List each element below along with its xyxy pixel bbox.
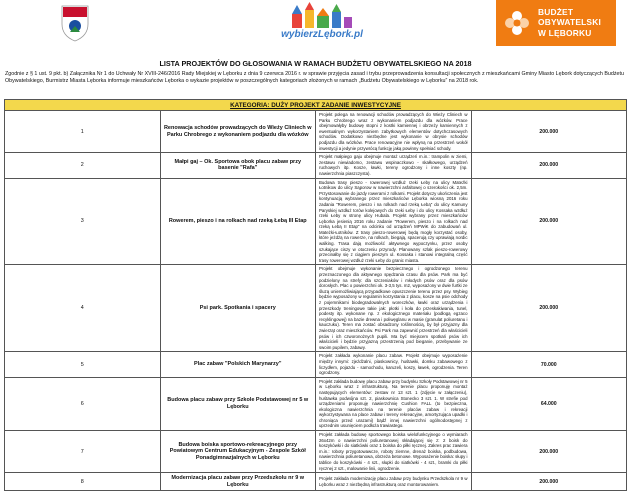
- project-description: Projekt polega na renowacji schodów prowadzących do Wieży Cliniech w Parku Chrobrego wraz z wykonaniem podjazdu dla wózków. Prace obejmowałyby budowę stopni z kostki kamiennej i obrzeży kamiennych z ewentualnym wykorzystaniem zabytkowych elementów dotychczasowych schodów. Dodatkowo niezbędne jest wykonanie w obrysie schodów podjazdu dla wózków. Prace renowacyjne nie wpłyną na przestrzeń wokół inwestycji a jedynie przywrócą funkcję jaką powinny spełniać schody.: [316, 111, 472, 153]
- row-number: 7: [5, 431, 161, 473]
- project-amount: 200.000: [471, 153, 627, 178]
- city-crest-icon: [60, 4, 90, 42]
- project-name: Renowacja schodów prowadzących do Wieży Cliniech w Parku Chrobrego z wykonaniem podjazdu dla wózków: [160, 111, 316, 153]
- budget-logo: [496, 0, 616, 46]
- project-amount: 200.000: [471, 431, 627, 473]
- row-number: 4: [5, 265, 161, 352]
- project-amount: 200.000: [471, 111, 627, 153]
- row-number: 5: [5, 352, 161, 377]
- project-name: Modernizacja placu zabaw przy Przedszkolu nr 9 w Lęborku: [160, 473, 316, 491]
- row-number: 2: [5, 153, 161, 178]
- page-header: [0, 0, 631, 50]
- project-amount: 70.000: [471, 352, 627, 377]
- project-amount: 64.000: [471, 377, 627, 430]
- town-logo-wordmark: wybierzLębork.pl: [281, 29, 363, 40]
- budget-logo-text: [538, 7, 614, 38]
- project-description: Budowa trasy pieszo - rowerowej wzdłuż rzeki Łeby na ulicy Mateżki Łotnikow do ulicy Sąporow w nawierzchni asfaltowej o szerokości ok. 2,5m. Przystosowanie do jazdy rowerami z rolkami. Projekt dotyczy ukończenia jest kontynuacją wybranego przez mieszkańców Lęborka wiosną 2016 roku zadania "Rowerem, pieszo i na rolkach nad rzeką Łebą" do ulicy Kamuny Paryskiej wzdłuż torów kolejowych do rzeki Łeby i do ulicy Kossaka wzdłuż rzeki Łeby w stronę ulicy Hubala. Projekt wybrany przez mieszkańców Lęborka jesienią 2016 roku zadanie "Rowerem, pieszo i na rolkach nad rzeką Łebą II Etap" na odcinku od urządzeń MPWiK do zabudowań ul. Mateżki-Łotników. Z trasy pieszo-rowerowej będą mogły korzystać osoby, które jeżdżą na rowerze, na rolkach, biegają, spacerują czy uprawiają nordic walking. Trasa dają możliwość aktywnego wypoczynku, przez osoby szukające ciszy w otoczeniu przyrody. Planowany szlak pieszo-rowerowy przecinałby się z ciągiem pieszym ul. Kossaka i stanowi integralną część trasy rowerowej wzdłuż rzeki Łeby do granic miasta.: [316, 178, 472, 265]
- project-name: Rowerem, pieszo i na rolkach nad rzeką Łebą III Etap: [160, 178, 316, 265]
- row-number: 6: [5, 377, 161, 430]
- table-row: [5, 352, 627, 377]
- project-name: Plac zabaw "Polskich Marynarzy": [160, 352, 316, 377]
- intro-paragraph: Zgodnie z § 1 ust. 9 pkt. b) Załącznika Nr 1 do Uchwały Nr XVIII-246/2016 Rady Miejskiej w Lęborku z dnia 9 czerwca 2016 r. w sprawie przyjęcia zasad i trybu przeprowadzenia konsultacji społecznych z mieszkańcami Gminy Miasto Lębork dotyczących Budżetu Obywatelskiego, Burmistrz Miasta Lęborka informuje mieszkańców Lęborka o wykazie projektów w poszczególnych kategoriach złożonych w ramach „Budżetu Obywatelskiego w Lęborku” na 2018 rok.: [5, 71, 624, 85]
- table-row: [5, 431, 627, 473]
- project-description: Projekt zakłada modernizację placu zabaw przy budynku Przedszkola nr 9 w Lęborku wraz z niezbędną infrastrukturą oraz montorowaniem.: [316, 473, 472, 491]
- town-skyline-icon: [262, 2, 382, 30]
- project-description: Projekt małpiego gaju obejmuje montaż urządzeń m.in.: trampolin w ziemi, zestawu niewiadomo, zestawu wspinaczkowo - skałkowego, urządzeń ruchowych itp. Kosze, ławki, tereny ogrodzony i inne koszty (np. nawierzchnia piaszczysta).: [316, 153, 472, 178]
- document-title: LISTA PROJEKTÓW DO GŁOSOWANIA W RAMACH BUDŻETU OBYWATELSKIEGO NA 2018: [159, 59, 472, 68]
- project-description: Projekt zakłada wykonanie placu zabaw. Projekt obejmuje wyposażenie między innymi: zjeżdżalni, piaskownicy, huśtawki, domku zabawowego z liczydłem, pojazdu - samochodu, karuzeli, koszy, ławek, ogrodzenia. Teren ogrodzony.: [316, 352, 472, 377]
- budget-logo-line: OBYWATELSKI: [538, 17, 601, 28]
- project-description: Projekt obejmuje wykonanie bezpiecznego i ogrodzonego terenu przeznaczonego dla aktywnego spędzania czasu dla psów. Park ma być podzielony na strefy: dla szczeniaków i młodych psów oraz dla psów dorosłych. Plac o powierzchni ok. 3-3,5 tys. m2, wyposażony w dwie furtki ze śluzą uniemożliwiającą przypadkowe opuszczenie terenu przez psy. Wybieg będzie wyposażony w regulamin korzystania z placu, kosze na psie odchody z pojemnikami biodegradowalnych woreczków, ławki oraz urządzenia i przeszkody treningowe takie jak: płotki i koła do przeskakiwania, tunel, podesty itp. wykonane np. z ekologicznego materiału (podłogą egzaco recyklingowej) na bazie drewna i poliwęglanu w masie (granulat poliuretanu i kauczuku). Teren ma zostać obsadzony roślinnością, by był przyjazny dla zwierząt oraz mieszkańców. Psi Park ma zapewnić przestrzeń dla właścicieli psów i ich czworonożnych pupili. Ma być miejscem spotkań psów ich właścicieli i będzie przyjazną przestrzenią pod bieganie, przebywanie ze swoim pupilem, zabawy.: [316, 265, 472, 352]
- projects-table: [4, 99, 627, 491]
- row-number: 1: [5, 111, 161, 153]
- category-row: [5, 100, 627, 111]
- budget-flower-icon: [502, 8, 532, 38]
- table-row: [5, 178, 627, 265]
- project-name: Psi park. Spotkania i spacery: [160, 265, 316, 352]
- table-row: [5, 153, 627, 178]
- project-description: Projekt zakłada budowę placu zabaw przy budynku Szkoły Podstawowej nr 5 w Lęborku wraz z infrastrukturą. Na terenie placu proponuję montaż następujących elementów: zestaw nr 13 szt. 1 (zdjęcie w załączeniu), huśtawka podwójna szt. 2, piaskownica Stonecko 3 szt. 1. W strefie pod urządzeniami proponuję nawierzchnię Cushion FALL (to bezpieczna, ekologiczna nawierzchnia na terenie placów zabaw i rekreacji wykorzystywana na place zabaw i tereny rekreacyjne, amortyzująca upadki i chroniąca przed urazami) bądź innej nawierzchni ogólnodostępnej z uprzednim usunięciem podłoża trawiastego.: [316, 377, 472, 430]
- row-number: 8: [5, 473, 161, 491]
- row-number: 3: [5, 178, 161, 265]
- project-amount: 200.000: [471, 265, 627, 352]
- town-logo: [262, 2, 382, 44]
- project-name: Budowa boiska sportowo-rekreacyjnego przy Powiatowym Centrum Edukacyjnym - Zespole Szkół Ponadgimnazjalnych w Lęborku: [160, 431, 316, 473]
- project-name: Budowa placu zabaw przy Szkole Podstawowej nr 5 w Lęborku: [160, 377, 316, 430]
- table-row: [5, 265, 627, 352]
- budget-logo-line: BUDŻET: [538, 7, 574, 17]
- category-label: KATEGORIA: DUŻY PROJEKT ZADANIE INWESTYCYJNE: [5, 100, 627, 111]
- budget-logo-line: W LĘBORKU: [538, 27, 592, 38]
- table-row: [5, 473, 627, 491]
- project-amount: 200.000: [471, 473, 627, 491]
- table-row: [5, 111, 627, 153]
- table-row: [5, 377, 627, 430]
- project-amount: 200.000: [471, 178, 627, 265]
- project-name: Małpi gaj – Ok. Sportowa obok placu zabaw przy basenie "Rafa": [160, 153, 316, 178]
- project-description: Projekt zakłada budowę sportowego boiska wielofunkcyjnego o wymiarach 26x42m o nawierzchni poliuretanowej składającej się z: 2 boisk do koszykówki i do siatkówki oraz 1 boiska do piłki ręcznej. Zakres prac zawiera m.in.: roboty przygotowawcze, roboty ziemne, drenaż boiska, podbudowa, nawierzchnia poliuretanowa, obrzeża betonowe. Wyposażenie boiska: słupy i tablice do koszykówki - 4 szt., słupki do siatkówki - 4 szt., bramki do piłki ręcznej 2 szt., malowanie linii, ogrodzenie.: [316, 431, 472, 473]
